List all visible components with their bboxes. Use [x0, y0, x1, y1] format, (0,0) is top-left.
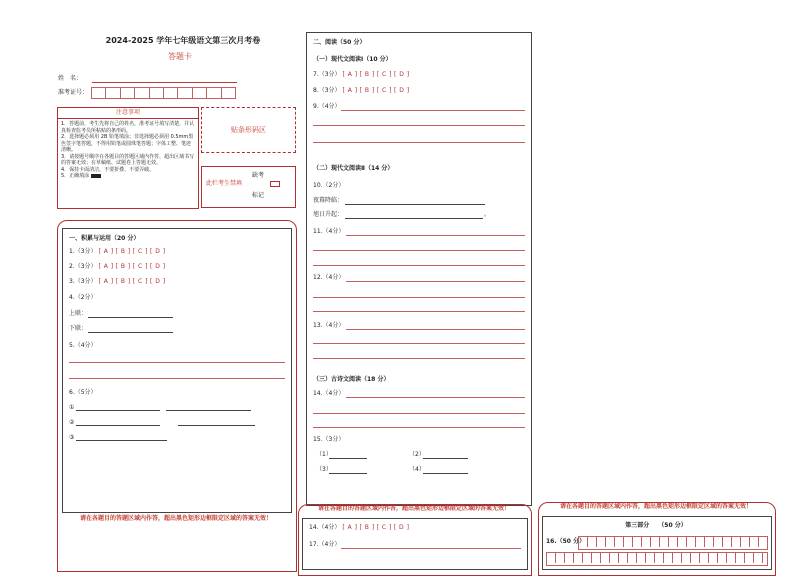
- exam-number-cell[interactable]: [177, 87, 191, 99]
- section-1-title: （一）现代文阅读Ⅰ（10 分）: [313, 56, 392, 63]
- exam-number-cell[interactable]: [206, 87, 220, 99]
- option-b[interactable]: [ B ]: [115, 263, 131, 270]
- exam-number-cell[interactable]: [149, 87, 163, 99]
- question-1: 1.（3分） [ A ] [ B ] [ C ] [ D ]: [69, 248, 166, 255]
- option-b[interactable]: [ B ]: [115, 278, 131, 285]
- answer-line[interactable]: [313, 427, 525, 428]
- option-a[interactable]: [ A ]: [98, 248, 114, 255]
- option-a[interactable]: [ A ]: [342, 524, 358, 531]
- answer-blank[interactable]: [166, 410, 251, 411]
- essay-grid-cell[interactable]: [615, 537, 624, 547]
- essay-grid-cell[interactable]: [651, 537, 660, 547]
- notice-title: 注意事项: [58, 108, 198, 119]
- essay-grid-cell[interactable]: [714, 537, 723, 547]
- bottom-right-warning: 请在各题目的答题区域内作答，超出黑色矩形边框限定区域的答案无效！: [559, 503, 752, 510]
- answer-line[interactable]: [346, 281, 525, 282]
- question-9: 9.（4分）: [313, 103, 341, 110]
- part1-warning: 请在各题目的答题区域内作答，超出黑色矩形边框限定区域的答案无效！: [79, 515, 272, 522]
- upper-couplet-label: 上联：: [69, 310, 88, 317]
- section-2-title: （二）现代文阅读Ⅱ（14 分）: [313, 165, 394, 172]
- absent-note: 此栏考生禁填: [206, 180, 243, 187]
- option-c[interactable]: [ C ]: [132, 278, 148, 285]
- lower-couplet-field[interactable]: [88, 332, 173, 333]
- part1-title: 一、积累与运用（20 分）: [69, 235, 140, 242]
- answer-blank[interactable]: [329, 458, 367, 459]
- answer-blank[interactable]: [76, 425, 160, 426]
- filled-mark-sample: [91, 174, 101, 178]
- essay-grid-cell[interactable]: [669, 537, 678, 547]
- question-5: 5.（4分）: [69, 342, 97, 349]
- exam-number-cell[interactable]: [192, 87, 206, 99]
- answer-line[interactable]: [346, 235, 525, 236]
- exam-number-cell[interactable]: [134, 87, 148, 99]
- exam-number-cell[interactable]: [120, 87, 134, 99]
- sunrise-label: 旭日升起：: [313, 211, 344, 218]
- question-13: 13.（4分）: [313, 322, 345, 329]
- question-14: 14.（4分）: [313, 390, 345, 397]
- essay-grid-cell[interactable]: [750, 537, 759, 547]
- question-11: 11.（4分）: [313, 228, 345, 235]
- question-4: 4.（2分）: [69, 294, 97, 301]
- answer-line[interactable]: [69, 378, 285, 379]
- absent-bottom: 标记: [252, 192, 265, 199]
- notice-item: 1．答题前，考生先将自己的姓名，准考证号填写清楚，并认真检查监考员所粘贴的条形码。: [61, 121, 195, 134]
- answer-line[interactable]: [346, 329, 525, 330]
- page-title: 2024-2025 学年七年级语文第三次月考卷: [105, 36, 261, 45]
- sub-2-label: （2）: [409, 451, 425, 458]
- question-14-choice: 14.（4分） [ A ] [ B ] [ C ] [ D ]: [309, 524, 410, 531]
- question-16: 16.（50 分）: [546, 538, 586, 545]
- sub-2-label: ②: [69, 419, 75, 426]
- exam-number-cell[interactable]: [91, 87, 105, 99]
- question-2: 2.（3分） [ A ] [ B ] [ C ] [ D ]: [69, 263, 166, 270]
- absent-checkbox[interactable]: [270, 181, 280, 187]
- essay-grid-cell[interactable]: [606, 537, 615, 547]
- part2-title: 二、阅读（50 分）: [313, 39, 366, 46]
- exam-number-cell[interactable]: [221, 87, 236, 99]
- answer-line[interactable]: [313, 142, 525, 143]
- answer-line[interactable]: [313, 125, 525, 126]
- question-6: 6.（5分）: [69, 389, 97, 396]
- notice-item: 5．正确填涂: [61, 173, 90, 179]
- exam-number-label: 准考证号：: [58, 89, 89, 96]
- option-a[interactable]: [ A ]: [98, 263, 114, 270]
- answer-blank[interactable]: [345, 218, 483, 219]
- question-15: 15.（3分）: [313, 436, 345, 443]
- notice-item: 4．保持卡面清洁，不要折叠、不要弄破。: [61, 166, 155, 173]
- essay-grid-cell[interactable]: [678, 537, 687, 547]
- option-d[interactable]: [ D ]: [393, 71, 410, 78]
- option-d[interactable]: [ D ]: [393, 87, 410, 94]
- essay-grid-cell[interactable]: [705, 537, 714, 547]
- sub-4-label: （4）: [409, 466, 425, 473]
- notice-box: [57, 107, 199, 209]
- essay-grid-cell[interactable]: [642, 537, 651, 547]
- question-3: 3.（3分） [ A ] [ B ] [ C ] [ D ]: [69, 278, 166, 285]
- answer-line[interactable]: [341, 110, 525, 111]
- option-c[interactable]: [ C ]: [376, 87, 392, 94]
- answer-line[interactable]: [69, 362, 285, 363]
- option-b[interactable]: [ B ]: [359, 71, 375, 78]
- barcode-label: 贴条形码区: [231, 126, 266, 134]
- option-c[interactable]: [ C ]: [132, 263, 148, 270]
- name-label: 姓 名：: [58, 75, 83, 82]
- essay-grid-cell[interactable]: [696, 537, 705, 547]
- page-subtitle: 答题卡: [168, 52, 192, 61]
- essay-grid-cell[interactable]: [660, 537, 669, 547]
- sub-3-label: （3）: [316, 466, 332, 473]
- answer-blank[interactable]: [345, 204, 485, 205]
- night-label: 夜幕降临：: [313, 197, 344, 204]
- question-10: 10.（2分）: [313, 182, 345, 189]
- option-c[interactable]: [ C ]: [376, 71, 392, 78]
- option-a[interactable]: [ A ]: [342, 71, 358, 78]
- lower-couplet-label: 下联：: [69, 325, 88, 332]
- answer-line[interactable]: [313, 250, 525, 251]
- essay-grid-cell[interactable]: [633, 537, 642, 547]
- answer-blank[interactable]: [178, 425, 255, 426]
- period: 。: [484, 211, 491, 218]
- option-b[interactable]: [ B ]: [359, 87, 375, 94]
- answer-blank[interactable]: [423, 458, 468, 459]
- notice-item: 3．请按题号顺序在各题目的答题区域内作答，超出区域书写的答案无效；在草稿纸、试题卷上答题无效。: [61, 153, 195, 166]
- answer-line[interactable]: [341, 548, 521, 549]
- answer-line[interactable]: [313, 265, 525, 266]
- exam-number-cells[interactable]: [91, 87, 236, 99]
- essay-grid-cell[interactable]: [624, 537, 633, 547]
- option-d[interactable]: [ D ]: [149, 278, 166, 285]
- answer-blank[interactable]: [329, 473, 367, 474]
- part3-title: 第三部分 （50 分）: [625, 522, 687, 529]
- answer-blank[interactable]: [423, 473, 468, 474]
- option-d[interactable]: [ D ]: [393, 524, 410, 531]
- answer-line[interactable]: [313, 311, 525, 312]
- notice-item: 2．选择题必须用 2B 铅笔填涂；非选择题必须用 0.5mm黑色签字笔答题，不得用铅笔或圆珠笔答题；字体工整、笔迹清晰。: [61, 134, 194, 153]
- absent-top: 缺考: [252, 172, 265, 179]
- exam-number-cell[interactable]: [105, 87, 119, 99]
- option-c[interactable]: [ C ]: [376, 524, 392, 531]
- question-7: 7.（3分） [ A ] [ B ] [ C ] [ D ]: [313, 71, 410, 78]
- bottom-middle-warning: 请在各题目的答题区域内作答，超出黑色矩形边框限定区域的答案无效！: [317, 505, 510, 512]
- option-a[interactable]: [ A ]: [342, 87, 358, 94]
- option-b[interactable]: [ B ]: [115, 248, 131, 255]
- sub-1-label: （1）: [316, 451, 332, 458]
- answer-line[interactable]: [313, 343, 525, 344]
- essay-grid-cell[interactable]: [597, 537, 606, 547]
- sub-1-label: ①: [69, 404, 75, 411]
- name-field[interactable]: [92, 82, 237, 83]
- essay-grid-cell[interactable]: [579, 537, 588, 547]
- option-d[interactable]: [ D ]: [149, 248, 166, 255]
- option-d[interactable]: [ D ]: [149, 263, 166, 270]
- barcode-area: [201, 107, 296, 153]
- question-17: 17.（4分）: [309, 541, 341, 548]
- answer-line[interactable]: [313, 413, 525, 414]
- essay-grid-cell[interactable]: [741, 537, 750, 547]
- answer-line[interactable]: [313, 358, 525, 359]
- question-8: 8.（3分） [ A ] [ B ] [ C ] [ D ]: [313, 87, 410, 94]
- option-b[interactable]: [ B ]: [359, 524, 375, 531]
- option-a[interactable]: [ A ]: [98, 278, 114, 285]
- question-12: 12.（4分）: [313, 274, 345, 281]
- essay-grid-cell[interactable]: [588, 537, 597, 547]
- essay-grid-cell[interactable]: [687, 537, 696, 547]
- absent-box: [201, 166, 296, 208]
- section-3-title: （三）古诗文阅读（18 分）: [313, 376, 390, 383]
- essay-grid-row[interactable]: [546, 552, 768, 566]
- exam-number-cell[interactable]: [163, 87, 177, 99]
- answer-line[interactable]: [346, 397, 525, 398]
- upper-couplet-field[interactable]: [88, 317, 173, 318]
- answer-blank[interactable]: [76, 410, 160, 411]
- answer-line[interactable]: [313, 297, 525, 298]
- essay-grid-row[interactable]: [578, 536, 768, 550]
- answer-blank[interactable]: [76, 440, 167, 441]
- option-c[interactable]: [ C ]: [132, 248, 148, 255]
- essay-grid-cell[interactable]: [732, 537, 741, 547]
- sub-3-label: ③: [69, 434, 75, 441]
- essay-grid-cell[interactable]: [723, 537, 732, 547]
